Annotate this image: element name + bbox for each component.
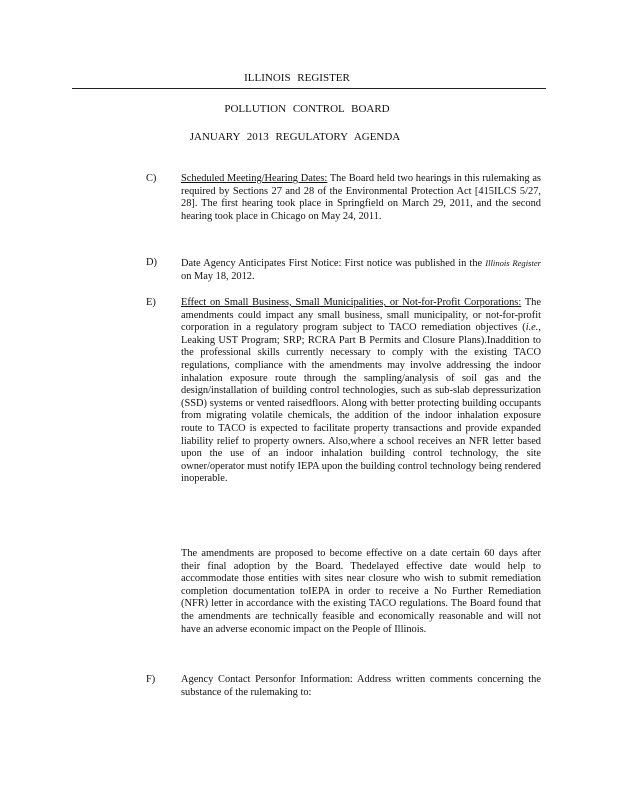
section-e-heading: Effect on Small Business, Small Municipalities, or Not-for-Profit Corporations: [181,297,522,308]
section-e-body [181,297,541,486]
section-c-body [181,173,541,223]
section-c-label: C) [146,173,157,184]
header-rule [72,88,546,89]
section-d-body [181,257,541,283]
section-c-heading: Scheduled Meeting/Hearing Dates: [181,173,328,184]
section-e-label: E) [146,297,156,308]
register-title: ILLINOIS REGISTER [244,72,350,84]
section-e-paragraph-2: The amendments are proposed to become effective on a date certain 60 days after their final adoption by the Board. Thedelayed effective date would help to accommodate those entities with sites near closure who wish to submit remediation completion documentation toIEPA in order to receive a No Further Remediation (NFR) letter in accordance with the existing TACO regulations. The Board found that the amendments are technically feasible and economically reasonable and will not have an adverse economic impact on the People of Illinois. [181,548,541,635]
agenda-title: JANUARY 2013 REGULATORY AGENDA [189,131,401,143]
section-d-label: D) [146,257,157,268]
section-c-text: The Board held two hearings in this rulemaking as required by Sections 27 and 28 of the Environmental Protection Act [415ILCS 5/27, 28]. The first hearing took place in Springfield on March 29, 2011, and the second hearing took place in Chicago on May 24, 2011. [181,173,541,222]
section-d-text-after: on May 18, 2012. [181,270,255,282]
section-e-italic: i.e. [525,322,539,334]
section-e-text-after: , Leaking UST Program; SRP; RCRA Part B Permits and Closure Plans).Inaddition to the professional skills currently necessary to comply with the existing TACO regulations, compliance with the amendments may involve addressing the indoor inhalation exposure route through the sampling/analysis of soil gas and the design/installation of building control technologies, such as sub-slab depressurization (SSD) systems or vented raisedfloors. Along with better protecting building occupants from migrating volatile chemicals, the addition of the indoor inhalation exposure route to TACO is expected to facilitate property transactions and provide expanded liability relief to property owners. Also,where a school receives an NFR letter based upon the use of an indoor inhalation building control technology, the site owner/operator must notify IEPA upon the building control technology being rendered inoperable. [181,322,541,485]
section-d-text-before: Date Agency Anticipates First Notice: First notice was published in the [181,258,486,269]
section-d-italic: Illinois Register [485,258,541,268]
section-f-body: Agency Contact Personfor Information: Address written comments concerning the substance of the rulemaking to: [181,674,541,698]
section-e-text-before: The amendments could impact any small business, small municipality, or not-for-profit corporation in a regulatory program subject to TACO remediation objectives ( [181,297,541,334]
agency-title: POLLUTION CONTROL BOARD [224,103,390,115]
section-f-label: F) [146,674,156,685]
